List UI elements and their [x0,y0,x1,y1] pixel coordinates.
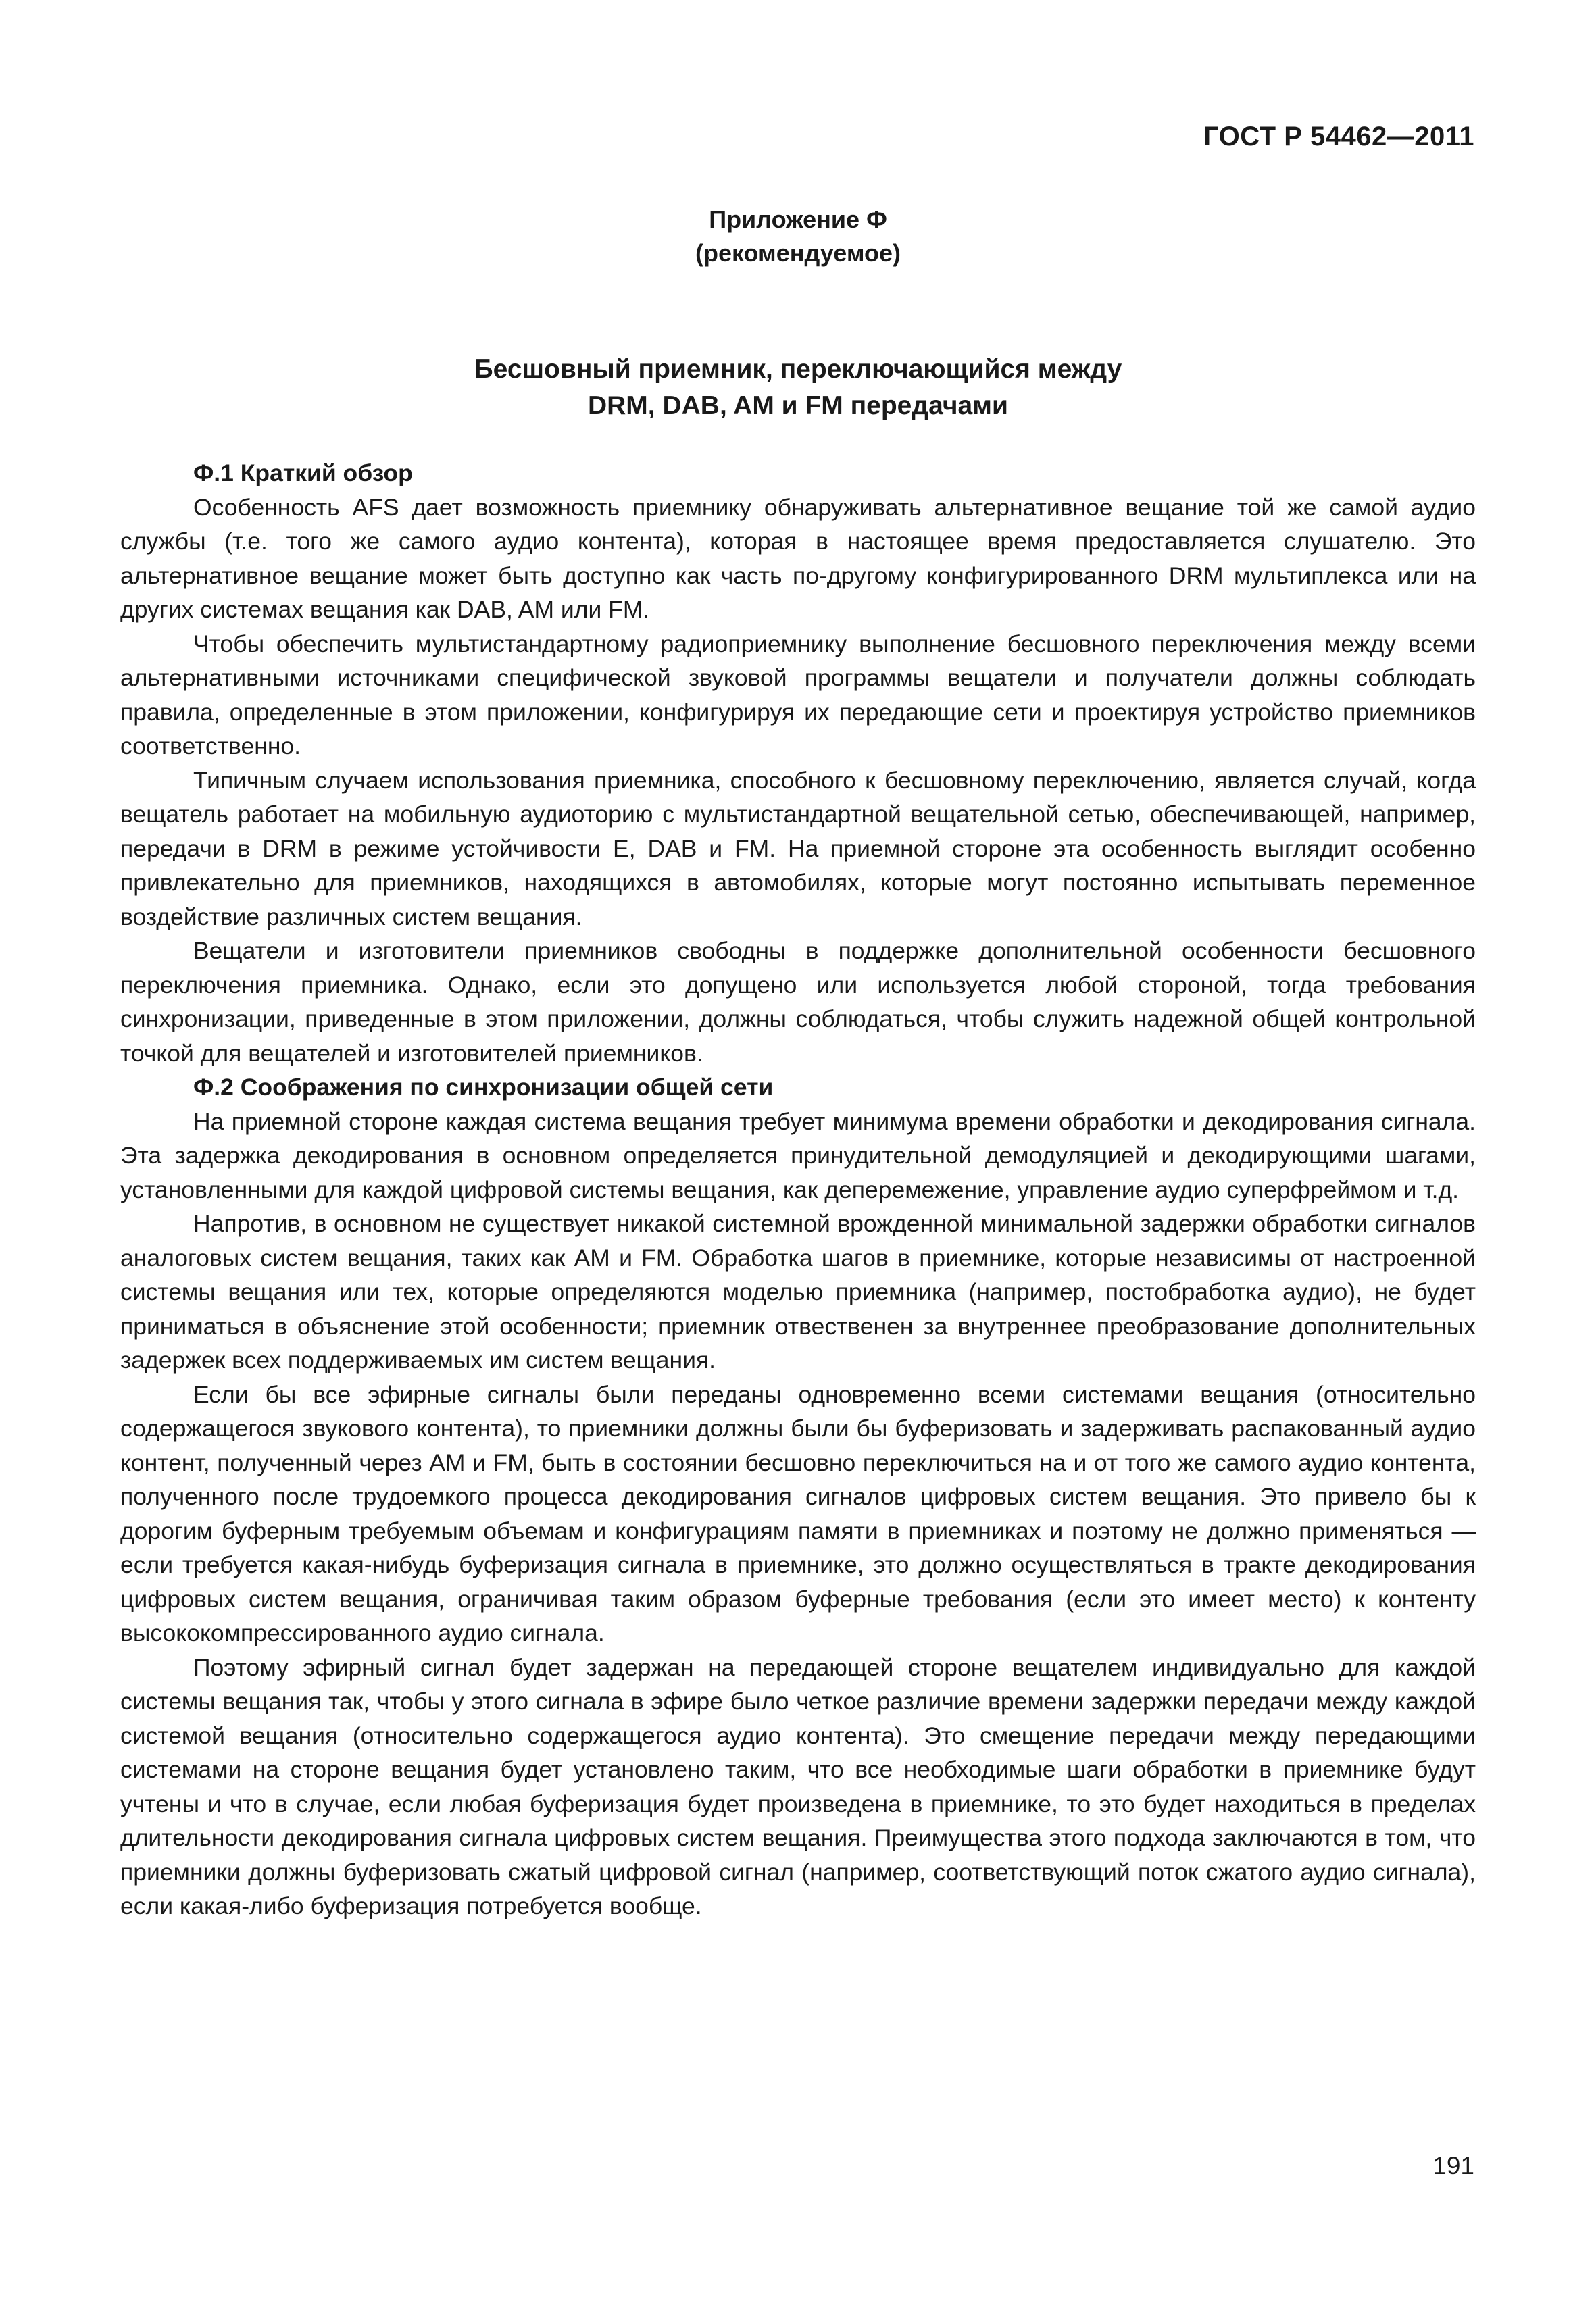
title-line-1: Бесшовный приемник, переключающийся между [474,355,1122,384]
page-number: 191 [1432,2152,1474,2180]
section-heading: Ф.2 Соображения по синхронизации общей сети [193,1074,774,1101]
document-title [0,351,1596,424]
paragraph: На приемной стороне каждая система вещания требует минимума времени обработки и декодирования сигнала. Эта задержка декодирования в основном определяется принудительной демодуляцией и декодирующими шагами, установленными для каждой цифровой системы вещания, как деперемежение, управление аудио суперфреймом и т.д. [120,1107,1476,1203]
paragraph: Типичным случаем использования приемника, способного к бесшовному переключению, является случай, когда вещатель работает на мобильную аудиоторию с мультистандартной вещательной сетью, обеспечивающей, например, передачи в DRM в режиме устойчивости E, DAB и FM. На приемной стороне эта особенность выглядит особенно привлекательно для приемников, находящихся в автомобилях, которые могут постоянно испытывать переменное воздействие различных систем вещания. [120,766,1476,930]
paragraph: Если бы все эфирные сигналы были переданы одновременно всеми системами вещания (относительно содержащегося звукового контента), то приемники должны были бы буферизовать и задерживать распакованный аудио контент, полученный через AM и FM, быть в состоянии бесшовно переключиться на и от того же самого аудио контента, полученного после трудоемкого процесса декодирования сигналов цифровых систем вещания. Это привело бы к дорогим буферным требуемым объемам и конфигурациям памяти в приемниках и поэтому не должно применяться — если требуется какая-нибудь буферизация сигнала в приемнике, это должно осуществляться в тракте декодирования цифровых систем вещания, ограничивая таким образом буферные требования (если это имеет место) к контенту высококомпрессированного аудио сигнала. [120,1380,1476,1646]
paragraph: Поэтому эфирный сигнал будет задержан на передающей стороне вещателем индивидуально для каждой системы вещания так, чтобы у этого сигнала в эфире было четкое различие времени задержки передачи между каждой системой вещания (относительно содержащегося аудио контента). Это смещение передачи между передающими системами на стороне вещания будет установлено таким, что все необходимые шаги обработки в приемнике будут учтены и что в случае, если любая буферизация будет произведена в приемнике, то это будет находиться в пределах длительности декодирования сигнала цифровых систем вещания. Преимущества этого подхода заключаются в том, что приемники должны буферизовать сжатый цифровой сигнал (например, соответствующий поток сжатого аудио сигнала), если какая-либо буферизация потребуется вообще. [120,1653,1476,1919]
title-line-2: DRM, DAB, AM и FM передачами [587,391,1009,420]
paragraph: Напротив, в основном не существует никакой системной врожденной минимальной задержки обработки сигналов аналоговых систем вещания, таких как AM и FM. Обработка шагов в приемнике, которые независимы от настроенной системы вещания или тех, которые определяются моделью приемника (например, постобработка аудио), не будет приниматься в объяснение этой особенности; приемник отвественен за внутреннее преобразование дополнительных задержек всех поддерживаемых им систем вещания. [120,1210,1476,1374]
section-heading: Ф.1 Краткий обзор [193,459,413,486]
document-code: ГОСТ Р 54462—2011 [1203,122,1474,151]
appendix-heading [0,203,1596,270]
paragraph: Чтобы обеспечить мультистандартному радиоприемнику выполнение бесшовного переключения между всеми альтернативными источниками специфической звуковой программы вещатели и получатели должны соблюдать правила, определенные в этом приложении, конфигурируя их передающие сети и проектируя устройство приемников соответственно. [120,630,1476,759]
paragraph: Вещатели и изготовители приемников свободны в поддержке дополнительной особенности бесшовного переключения приемника. Однако, если это допущено или используется любой стороной, тогда требования синхронизации, приведенные в этом приложении, должны соблюдаться, чтобы служить надежной общей контрольной точкой для вещателей и изготовителей приемников. [120,937,1476,1067]
appendix-label: Приложение Ф [709,205,887,233]
appendix-status: (рекомендуемое) [695,239,901,267]
document-body [120,456,1476,1923]
paragraph: Особенность AFS дает возможность приемнику обнаруживать альтернативное вещание той же самой аудио службы (т.е. того же самого аудио контента), которая в настоящее время предоставляется слушателю. Это альтернативное вещание может быть доступно как часть по-другому конфигурированного DRM мультиплекса или на других системах вещания как DAB, AM или FM. [120,493,1476,623]
